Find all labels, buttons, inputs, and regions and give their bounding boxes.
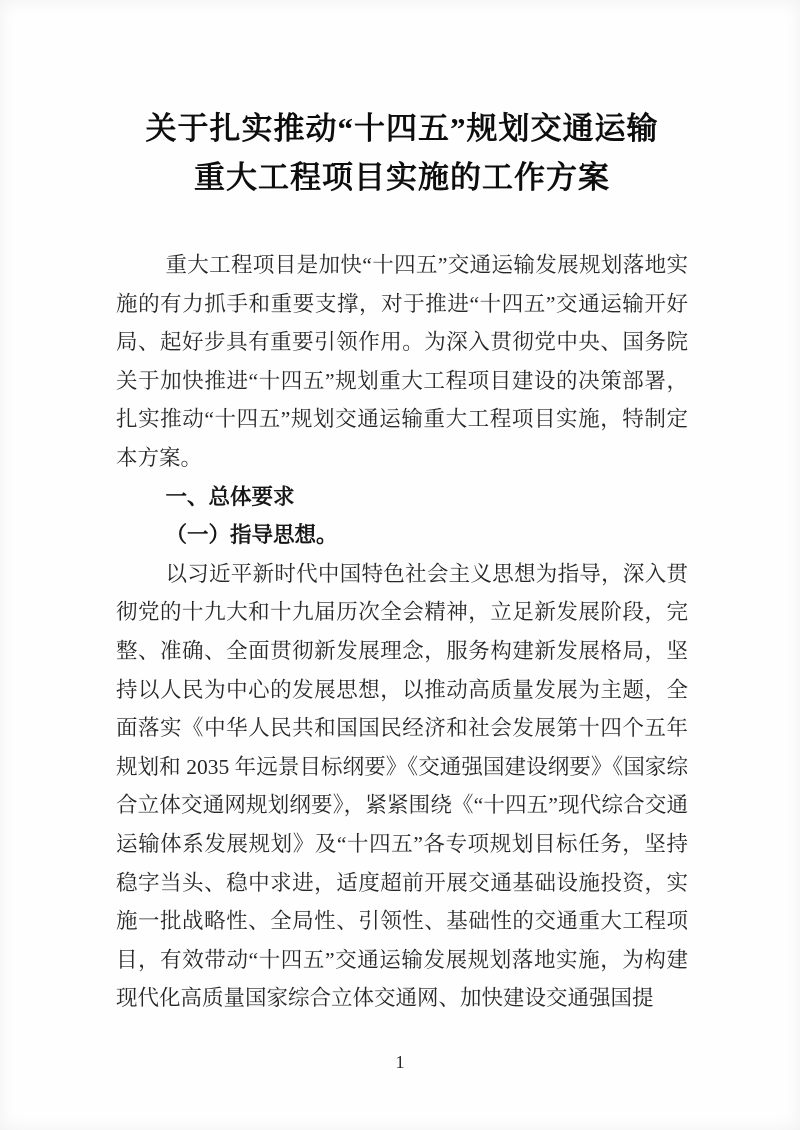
document-title-line-2: 重大工程项目实施的工作方案 <box>194 160 610 195</box>
subsection-heading-guiding-ideology: （一）指导思想。 <box>165 523 338 548</box>
body-paragraph-intro: 重大工程项目是加快“十四五”交通运输发展规划落地实施的有力抓手和重要支撑，对于推进“十四五”交通运输开好局、起好步具有重要引领作用。为深入贯彻党中央、国务院关于加快推进“十四五”规划重大工程项目建设的决策部署，扎实推动“十四五”规划交通运输重大工程项目实施，特制定本方案。 <box>116 253 688 470</box>
body-paragraph-guiding-ideology: 以习近平新时代中国特色社会主义思想为指导，深入贯彻党的十九大和十九届历次全会精神，立足新发展阶段，完整、准确、全面贯彻新发展理念，服务构建新发展格局，坚持以人民为中心的发展思想，以推动高质量发展为主题，全面落实《中华人民共和国国民经济和社会发展第十四个五年规划和 2035 年远景目标纲要》《交通强国建设纲要》《国家综合立体交通网规划纲要》，紧紧围绕《“十四五”现代综合交通运输体系发展规划》及“十四五”各专项规划目标任务，坚持稳字当头、稳中求进，适度超前开展交通基础设施投资，实施一批战略性、全局性、引领性、基础性的交通重大工程项目，有效带动“十四五”交通运输发展规划落地实施，为构建现代化高质量国家综合立体交通网、加快建设交通强国提 <box>116 561 688 1011</box>
page-number: 1 <box>395 1052 405 1072</box>
document-title <box>116 104 688 202</box>
section-heading-overall-requirements: 一、总体要求 <box>165 484 295 509</box>
document-title-line-1: 关于扎实推动“十四五”规划交通运输 <box>145 111 659 146</box>
document-body <box>116 246 688 1018</box>
page-footer <box>0 1052 800 1072</box>
